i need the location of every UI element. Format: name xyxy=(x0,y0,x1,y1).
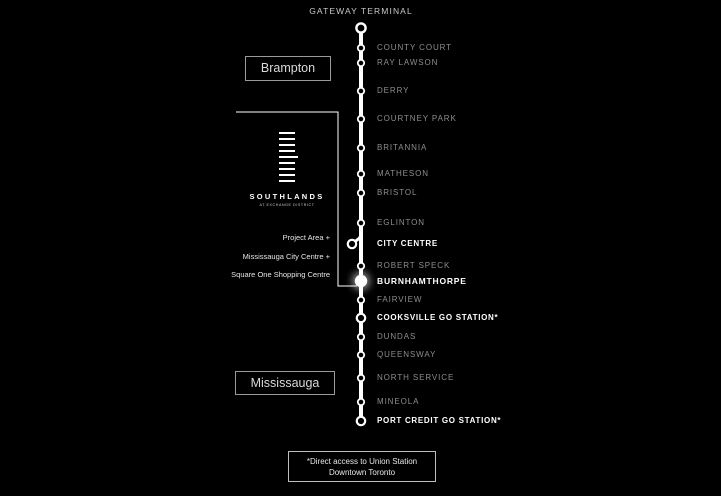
station-label-mineola: MINEOLA xyxy=(377,397,420,406)
station-dot-ray-lawson xyxy=(358,60,364,66)
station-dot-courtney-park xyxy=(358,116,364,122)
callout-city-centre: Mississauga City Centre + xyxy=(242,252,330,261)
station-dot-eglinton xyxy=(358,220,364,226)
station-label-port-credit-go: PORT CREDIT GO STATION* xyxy=(377,416,502,425)
station-dot-city-centre xyxy=(348,240,356,248)
station-label-matheson: MATHESON xyxy=(377,169,429,178)
callout-square-one: Square One Shopping Centre xyxy=(231,270,330,279)
station-dot-county-court xyxy=(358,45,364,51)
station-label-county-court: COUNTY COURT xyxy=(377,43,452,52)
station-label-cooksville-go: COOKSVILLE GO STATION* xyxy=(377,313,499,322)
callout-project-area: Project Area + xyxy=(282,233,330,242)
southlands-logo xyxy=(239,129,335,213)
station-dot-cooksville-go xyxy=(357,314,365,322)
station-dot-dundas xyxy=(358,334,364,340)
station-dot-queensway xyxy=(358,352,364,358)
station-dot-derry xyxy=(358,88,364,94)
station-dot-robert-speck xyxy=(358,263,364,269)
station-label-queensway: QUEENSWAY xyxy=(377,350,437,359)
region-brampton-label: Brampton xyxy=(245,56,331,81)
station-dot-north-service xyxy=(358,375,364,381)
region-mississauga-label: Mississauga xyxy=(235,371,335,395)
station-label-robert-speck: ROBERT SPECK xyxy=(377,261,451,270)
southlands-logo-mark-icon xyxy=(279,132,299,182)
station-label-britannia: BRITANNIA xyxy=(377,143,428,152)
station-label-city-centre: CITY CENTRE xyxy=(377,239,438,248)
station-label-bristol: BRISTOL xyxy=(377,188,418,197)
station-dot-fairview xyxy=(358,297,364,303)
logo-wordmark: SOUTHLANDS xyxy=(249,192,325,201)
terminal-station-dot xyxy=(356,23,365,32)
station-label-derry: DERRY xyxy=(377,86,410,95)
station-label-burnhamthorpe: BURNHAMTHORPE xyxy=(377,276,467,286)
footnote-box xyxy=(288,451,436,482)
station-label-eglinton: EGLINTON xyxy=(377,218,425,227)
station-dot-port-credit-go xyxy=(357,417,365,425)
station-dot-matheson xyxy=(358,171,364,177)
station-dot-britannia xyxy=(358,145,364,151)
footnote-line-2: Downtown Toronto xyxy=(328,468,396,477)
station-label-north-service: NORTH SERVICE xyxy=(377,373,455,382)
station-dot-bristol xyxy=(358,190,364,196)
logo-tagline: AT EXCHANGE DISTRICT xyxy=(259,203,315,207)
station-dot-burnhamthorpe xyxy=(355,275,367,287)
station-label-dundas: DUNDAS xyxy=(377,332,417,341)
station-dot-mineola xyxy=(358,399,364,405)
station-label-ray-lawson: RAY LAWSON xyxy=(377,58,439,67)
terminal-label: GATEWAY TERMINAL xyxy=(309,6,413,16)
footnote-line-1: *Direct access to Union Station xyxy=(306,457,418,466)
station-label-courtney-park: COURTNEY PARK xyxy=(377,114,457,123)
station-label-fairview: FAIRVIEW xyxy=(377,295,423,304)
